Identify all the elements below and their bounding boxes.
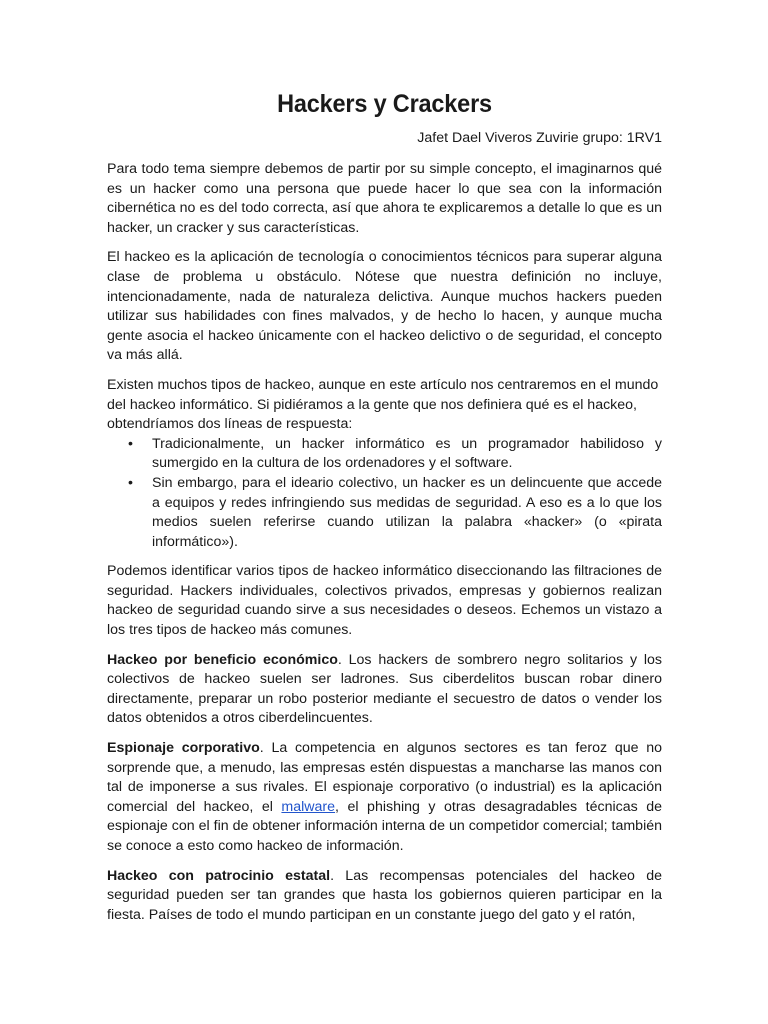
document-title: Hackers y Crackers xyxy=(277,90,492,118)
section-corporate-text-b: , el phishing y otras desagradables técnicas de espionaje con el fin de obtener información interna de un competidor comercial; también se conoce a esto como hackeo de información. xyxy=(107,798,662,854)
list-item-text: Tradicionalmente, un hacker informático es un programador habilidoso y sumergido en la cultura de los ordenadores y el software. xyxy=(152,435,662,472)
section-corporate xyxy=(107,739,662,857)
bullet-list xyxy=(107,435,662,553)
bullet-icon: • xyxy=(128,474,133,491)
section-economic-text: . Los hackers de sombrero negro solitarios y los colectivos de hackeo suelen ser ladrones. Sus ciberdelitos buscan robar dinero directamente, preparar un robo posterior mediante el secuestro de datos o vender los datos obtenidos a otros ciberdelincuentes. xyxy=(107,651,662,727)
paragraph-intro: Para todo tema siempre debemos de partir por su simple concepto, el imaginarnos qué es un hacker como una persona que puede hacer lo que sea con la información cibernética no es del todo correcta, así que ahora te explicaremos a detalle lo que es un hacker, un cracker y sus características. xyxy=(107,161,662,236)
list-item xyxy=(107,435,662,474)
section-corporate-heading: Espionaje corporativo xyxy=(107,740,260,757)
paragraph-definition: El hackeo es la aplicación de tecnología o conocimientos técnicos para superar alguna clase de problema u obstáculo. Nótese que nuestra definición no incluye, intencionadamente, nada de naturaleza delictiva. Aunque muchos hackers pueden utilizar sus habilidades con fines malvados, y de hecho lo hacen, y aunque mucha gente asocia el hackeo únicamente con el hackeo delictivo o de seguridad, el concepto va más allá. xyxy=(107,249,662,364)
section-economic xyxy=(107,651,662,729)
section-state xyxy=(107,867,662,926)
paragraph-security: Podemos identificar varios tipos de hackeo informático diseccionando las filtraciones de seguridad. Hackers individuales, colectivos privados, empresas y gobiernos realizan hackeo de seguridad cuando sirve a sus necesidades o deseos. Echemos un vistazo a los tres tipos de hackeo más comunes. xyxy=(107,563,662,639)
malware-link[interactable]: malware xyxy=(281,798,336,815)
section-corporate-text-a: . La competencia en algunos sectores es tan feroz que no sorprende que, a menudo, las empresas estén dispuestas a mancharse las manos con tal de imponerse a sus rivales. El espionaje corporativo (o industrial) es la aplicación comercial del hackeo, el xyxy=(107,740,662,815)
paragraph-types: Existen muchos tipos de hackeo, aunque en este artículo nos centraremos en el mundo del hackeo informático. Si pidiéramos a la gente que nos definiera qué es el hackeo, obtendríamos dos líneas de respuesta: xyxy=(107,376,659,433)
section-economic-heading: Hackeo por beneficio económico xyxy=(107,651,338,668)
bullet-icon: • xyxy=(128,435,133,452)
document-page xyxy=(107,90,662,935)
list-item xyxy=(107,474,662,552)
list-item-text: Sin embargo, para el ideario colectivo, un hacker es un delincuente que accede a equipos y redes infringiendo sus medidas de seguridad. A eso es a lo que los medios suelen referirse cuando utilizan la palabra «hacker» (o «pirata informático»). xyxy=(152,474,662,550)
section-state-text: . Las recompensas potenciales del hackeo de seguridad pueden ser tan grandes que hasta los gobiernos quieren participar en la fiesta. Países de todo el mundo participan en un constante juego del gato y el ratón, xyxy=(107,867,662,923)
author-line: Jafet Dael Viveros Zuvirie grupo: 1RV1 xyxy=(417,130,662,146)
section-state-heading: Hackeo con patrocinio estatal xyxy=(107,867,331,884)
